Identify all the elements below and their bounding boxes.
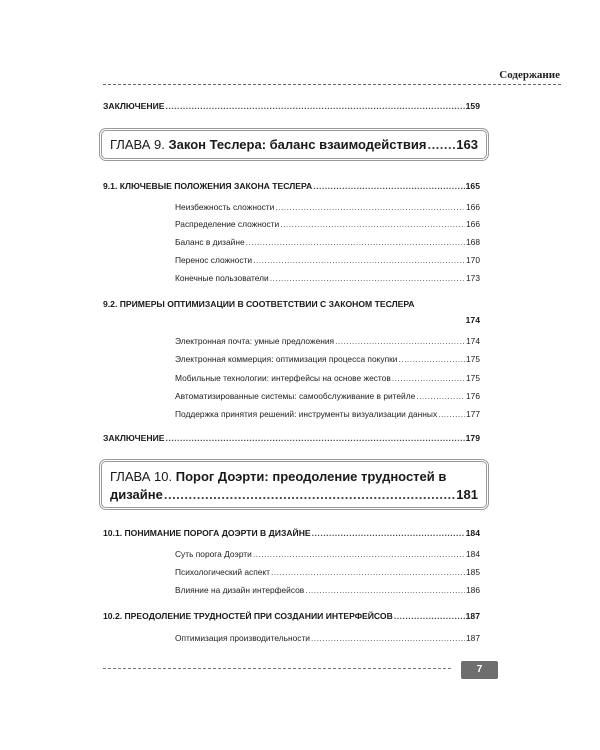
toc-entry-page: 174 — [465, 315, 480, 325]
toc-entry-page: 175 — [466, 354, 480, 364]
leader-dots — [335, 336, 465, 346]
chapter-10-heading-line1 — [110, 469, 478, 484]
chapter-10-box[interactable] — [99, 459, 489, 510]
chapter-page: 181 — [456, 487, 478, 502]
toc-section-9-2[interactable] — [103, 299, 480, 325]
toc-entry-label: Неизбежность сложности — [175, 202, 275, 212]
toc-entry-page: 187 — [465, 611, 480, 621]
leader-dots — [416, 391, 465, 401]
toc-entry-label: ЗАКЛЮЧЕНИЕ — [103, 433, 165, 443]
leader-dots — [271, 567, 465, 577]
running-header-title: Содержание — [499, 69, 560, 81]
chapter-page: 163 — [456, 137, 478, 152]
toc-entry-label: Конечные пользователи — [175, 273, 269, 283]
toc-subentry[interactable] — [175, 391, 480, 401]
toc-entry-page: 170 — [466, 255, 480, 265]
toc-subentry[interactable] — [175, 567, 480, 577]
toc-entry-label: Перенос сложности — [175, 255, 253, 265]
header-rule — [103, 84, 561, 85]
toc-entry-label: 10.2. ПРЕОДОЛЕНИЕ ТРУДНОСТЕЙ ПРИ СОЗДАНИИ ИНТЕРФЕЙСОВ — [103, 611, 393, 621]
toc-entry-label: Электронная почта: умные предложения — [175, 336, 335, 346]
toc-entry-page: 184 — [466, 549, 480, 559]
chapter-title: Закон Теслера: баланс взаимодействия — [168, 137, 427, 152]
toc-entry-page: 179 — [465, 433, 480, 443]
leader-dots — [438, 409, 465, 419]
toc-entry-page: 174 — [466, 336, 480, 346]
toc-entry-page: 184 — [465, 528, 480, 538]
toc-entry-label: Психологический аспект — [175, 567, 271, 577]
toc-subentry[interactable] — [175, 237, 480, 247]
leader-dots — [305, 585, 465, 595]
toc-entry-page: 166 — [466, 219, 480, 229]
toc-entry-page: 168 — [466, 237, 480, 247]
toc-subentry[interactable] — [175, 585, 480, 595]
leader-dots — [166, 433, 465, 443]
toc-entry-conclusion-2[interactable] — [103, 433, 480, 443]
chapter-9-heading — [110, 137, 478, 152]
leader-dots — [164, 487, 455, 502]
chapter-title: Порог Доэрти: преодоление трудностей в — [175, 469, 447, 484]
toc-entry-page: 166 — [466, 202, 480, 212]
toc-entry-page: 173 — [466, 273, 480, 283]
leader-dots — [394, 611, 465, 621]
toc-entry-label: Электронная коммерция: оптимизация процесса покупки — [175, 354, 398, 364]
toc-subentry[interactable] — [175, 273, 480, 283]
footer-rule — [103, 668, 451, 669]
leader-dots — [311, 633, 465, 643]
toc-entry-label: 10.1. ПОНИМАНИЕ ПОРОГА ДОЭРТИ В ДИЗАЙНЕ — [103, 528, 311, 538]
toc-entry-label: Баланс в дизайне — [175, 237, 245, 247]
leader-dots — [275, 202, 465, 212]
toc-subentry[interactable] — [175, 354, 480, 364]
toc-entry-page: 185 — [466, 567, 480, 577]
chapter-title-cont: дизайне — [110, 487, 163, 502]
toc-subentry[interactable] — [175, 373, 480, 383]
leader-dots — [253, 549, 465, 559]
toc-section-10-1[interactable] — [103, 528, 480, 538]
toc-entry-label: Оптимизация производительности — [175, 633, 310, 643]
toc-entry-page: 177 — [466, 409, 480, 419]
toc-entry-page: 175 — [466, 373, 480, 383]
toc-section-10-2[interactable] — [103, 611, 480, 621]
toc-entry-page: 165 — [465, 181, 480, 191]
toc-entry-label: ЗАКЛЮЧЕНИЕ — [103, 101, 165, 111]
chapter-9-box[interactable] — [99, 128, 489, 161]
toc-entry-label: Мобильные технологии: интерфейсы на основе жестов — [175, 373, 391, 383]
toc-entry-label: 9.2. ПРИМЕРЫ ОПТИМИЗАЦИИ В СООТВЕТСТВИИ С ЗАКОНОМ ТЕСЛЕРА — [103, 299, 415, 309]
toc-subentry[interactable] — [175, 255, 480, 265]
toc-entry-label: Распределение сложности — [175, 219, 280, 229]
toc-section-9-1[interactable] — [103, 181, 480, 191]
toc-subentry[interactable] — [175, 219, 480, 229]
toc-entry-label: Поддержка принятия решений: инструменты визуализации данных — [175, 409, 438, 419]
toc-entry-page: 176 — [466, 391, 480, 401]
leader-dots — [280, 219, 465, 229]
chapter-number: ГЛАВА 9. — [110, 137, 165, 152]
page-number-badge: 7 — [461, 661, 498, 679]
leader-dots — [427, 137, 455, 152]
leader-dots — [312, 528, 465, 538]
toc-entry-label: Влияние на дизайн интерфейсов — [175, 585, 305, 595]
chapter-10-heading-line2 — [110, 487, 478, 502]
leader-dots — [166, 101, 465, 111]
leader-dots — [246, 237, 465, 247]
chapter-number: ГЛАВА 10. — [110, 469, 173, 484]
toc-subentry[interactable] — [175, 409, 480, 419]
toc-entry-conclusion-1[interactable] — [103, 101, 480, 111]
toc-entry-page: 159 — [465, 101, 480, 111]
leader-dots — [392, 373, 465, 383]
toc-entry-page: 187 — [466, 633, 480, 643]
toc-entry-page: 186 — [466, 585, 480, 595]
leader-dots — [270, 273, 465, 283]
toc-subentry[interactable] — [175, 336, 480, 346]
toc-entry-label: Автоматизированные системы: самообслуживание в ритейле — [175, 391, 416, 401]
toc-subentry[interactable] — [175, 202, 480, 212]
leader-dots — [398, 354, 465, 364]
toc-subentry[interactable] — [175, 549, 480, 559]
toc-entry-label: 9.1. КЛЮЧЕВЫЕ ПОЛОЖЕНИЯ ЗАКОНА ТЕСЛЕРА — [103, 181, 313, 191]
leader-dots — [253, 255, 465, 265]
toc-entry-label: Суть порога Доэрти — [175, 549, 252, 559]
leader-dots — [313, 181, 464, 191]
toc-subentry[interactable] — [175, 633, 480, 643]
